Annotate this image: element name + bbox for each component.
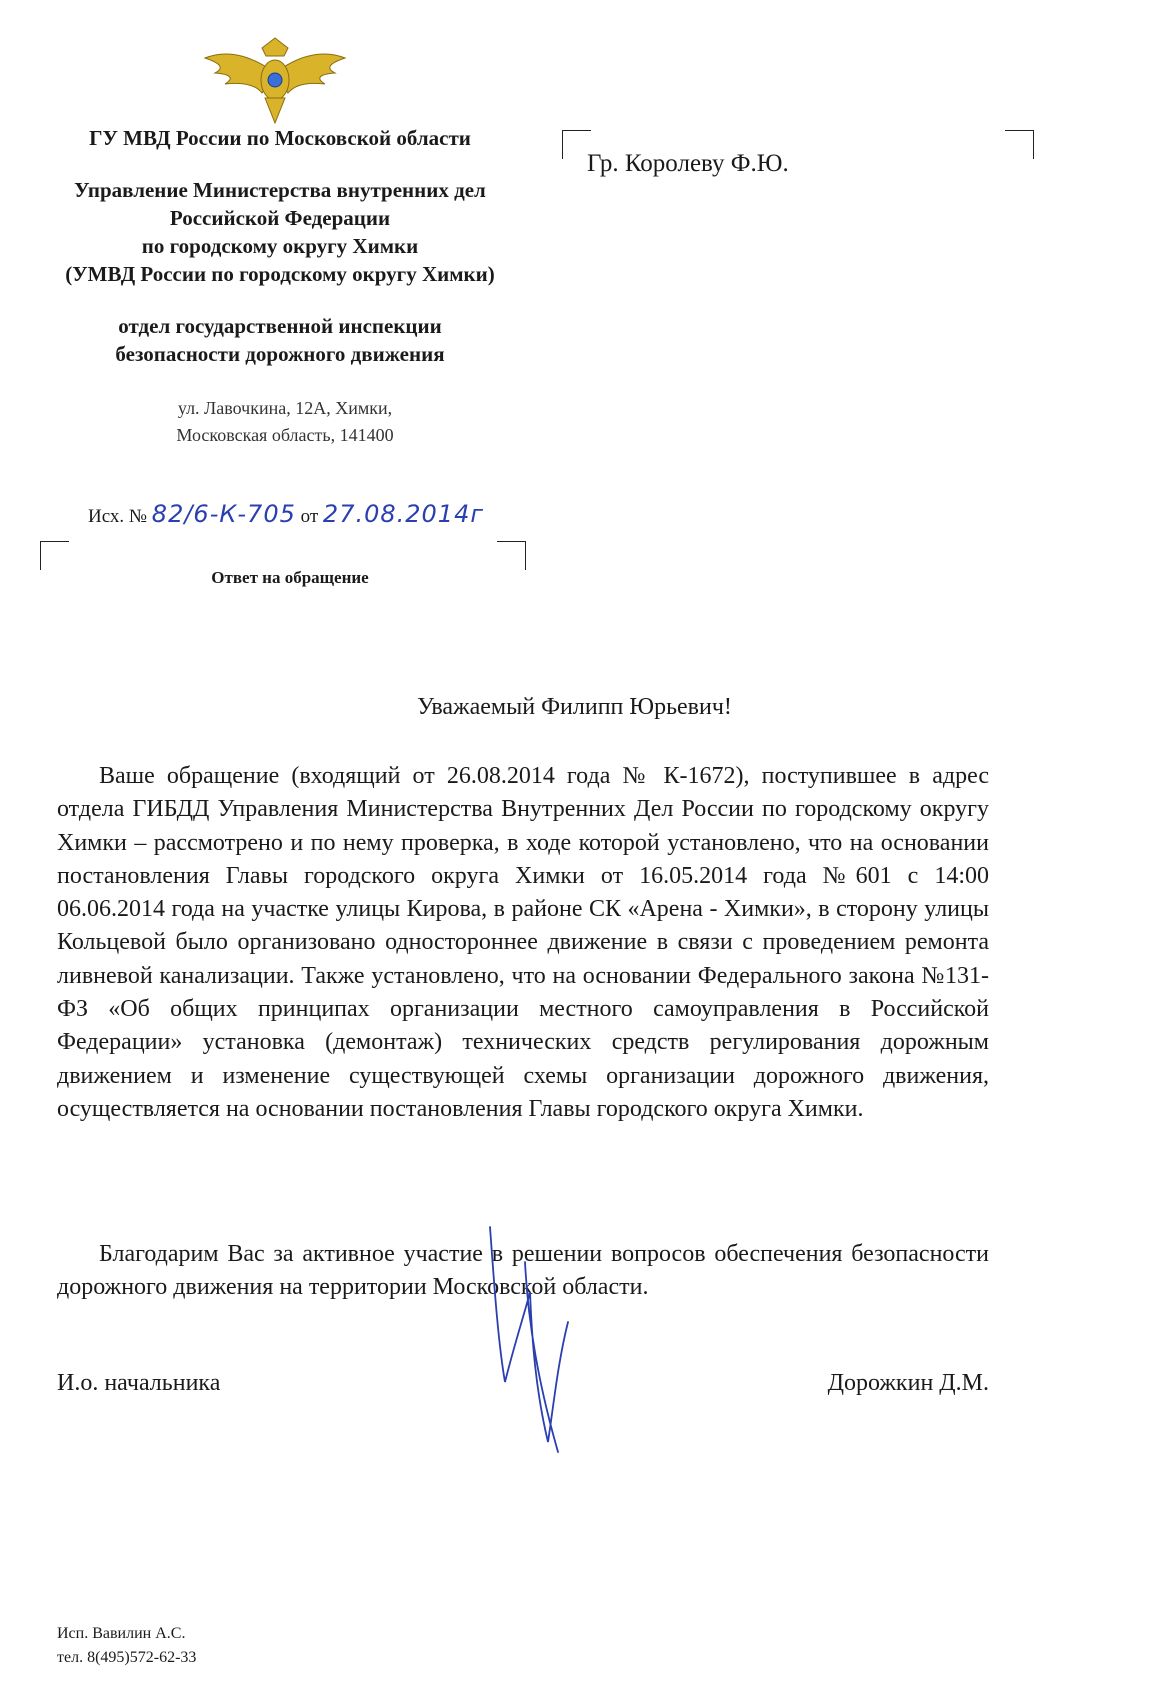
outgoing-date-word: от <box>300 506 319 527</box>
recipient: Гр. Королеву Ф.Ю. <box>587 150 789 177</box>
subject-corner-left <box>40 541 69 570</box>
outgoing-handwritten-date: 27.08.2014г <box>322 500 484 528</box>
subject-corner-right <box>497 541 526 570</box>
header-dept-line-2: безопасности дорожного движения <box>115 342 445 366</box>
address-line-2: Московская область, 141400 <box>176 425 394 445</box>
executor-phone: тел. 8(495)572-62-33 <box>57 1649 197 1666</box>
greeting: Уважаемый Филипп Юрьевич! <box>417 694 732 720</box>
header-org-line-3: Российской Федерации <box>169 206 391 230</box>
header-org-line-2: Управление Министерства внутренних дел <box>74 178 486 202</box>
subject-line: Ответ на обращение <box>211 568 369 587</box>
signatory-position: И.о. начальника <box>57 1370 221 1396</box>
header-org-line-1: ГУ МВД России по Московской области <box>89 126 471 150</box>
header-dept-line-1: отдел государственной инспекции <box>118 314 442 338</box>
outgoing-prefix: Исх. № <box>88 506 148 527</box>
outgoing-handwritten-number: 82/6-К-705 <box>151 500 296 528</box>
body-paragraph-1: Ваше обращение (входящий от 26.08.2014 года № К-1672), поступившее в адрес отдела ГИБДД Управления Министерства Внутренних Дел России по городскому округу Химки – рассмотрено и по нему проверка, в ходе которой установлено, что на основании постановления Главы городского округа Химки от 16.05.2014 года №601 с 14:00 06.06.2014 года на участке улицы Кирова, в районе СК «Арена - Химки», в сторону улицы Кольцевой было организовано одностороннее движение в связи с проведением ремонта ливневой канализации. Также установлено, что на основании Федерального закона №131-ФЗ «Об общих принципах организации местного самоуправления в Российской Федерации» установка (демонтаж) технических средств регулирования дорожным движением и изменение существующей схемы организации дорожного движения, осуществляется на основании постановления Главы городского округа Химки. <box>57 763 989 1122</box>
executor-name: Исп. Вавилин А.С. <box>57 1625 186 1642</box>
address-line-1: ул. Лавочкина, 12А, Химки, <box>177 398 393 418</box>
signatory-name: Дорожкин Д.М. <box>827 1370 989 1396</box>
outgoing-number <box>88 500 484 528</box>
mvd-emblem-icon <box>200 18 350 128</box>
handwritten-signature <box>470 1222 600 1462</box>
body-paragraph-2: Благодарим Вас за активное участие в решении вопросов обеспечения безопасности дорожного движения на территории Московской области. <box>57 1241 989 1301</box>
recipient-corner-right <box>1005 130 1034 159</box>
header-org-line-4: по городскому округу Химки <box>141 234 419 258</box>
header-org-line-5: (УМВД России по городскому округу Химки) <box>65 262 495 286</box>
executor-info <box>57 1622 196 1670</box>
